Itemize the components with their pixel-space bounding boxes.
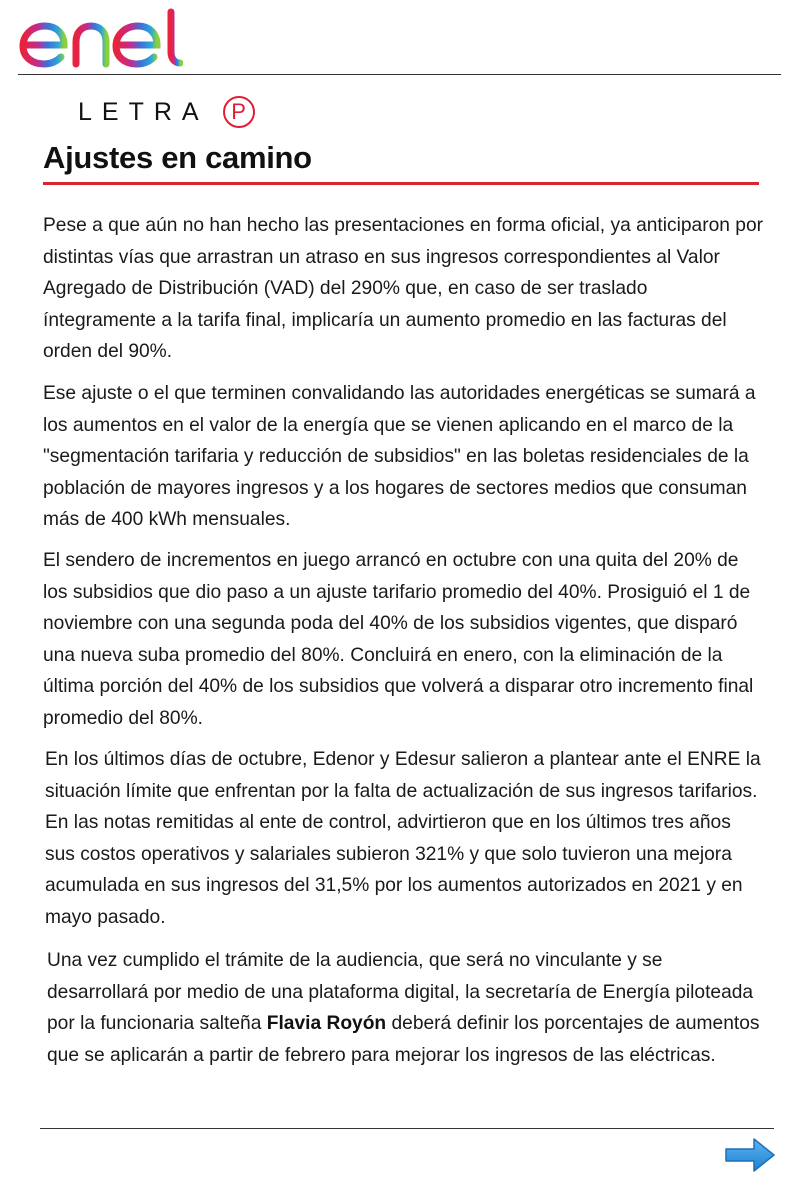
article-paragraph-1: Pese a que aún no han hecho las presentaciones en forma oficial, ya anticiparon por distintas vías que arrastran un atraso en sus ingresos correspondientes al Valor Agregado de Distribución (VAD) del 290% que, en caso de ser traslado íntegramente a la tarifa final, implicaría un aumento promedio en las facturas del orden del 90%. bbox=[43, 215, 763, 362]
paragraph-5-text-before: Una vez cumplido el trámite de la audiencia, que será no vinculante y se desarrollará por medio de una plataforma digital, la secretaría de Energía piloteada por la funcionaria salteña bbox=[47, 950, 754, 1034]
person-name-highlight: Flavia Royón bbox=[266, 1013, 387, 1034]
right-arrow-icon bbox=[724, 1136, 776, 1174]
headline-underline bbox=[43, 182, 759, 185]
article-paragraph-2: Ese ajuste o el que terminen convalidando las autoridades energéticas se sumará a los aumentos en el valor de la energía que se vienen aplicando en el marco de la "segmentación tarifaria y reducción de subsidios" en las boletas residenciales de la población de mayores ingresos y a los hogares de sectores medios que consuman más de 400 kWh mensuales. bbox=[43, 383, 756, 530]
article-paragraph-4: En los últimos días de octubre, Edenor y Edesur salieron a plantear ante el ENRE la situación límite que enfrentan por la falta de actualización de sus ingresos tarifarios. En las notas remitidas al ente de control, advirtieron que en los últimos tres años sus costos operativos y salariales subieron 321% y que solo tuvieron una mejora acumulada en sus ingresos del 31,5% por los aumentos autorizados en 2021 y en mayo pasado. bbox=[45, 749, 761, 928]
enel-logo bbox=[18, 6, 183, 68]
paragraph-5-text-after: deberá definir los porcentajes de aumentos que se aplicarán a partir de febrero para mejorar los ingresos de las eléctricas. bbox=[47, 1013, 760, 1066]
article-headline: Ajustes en camino bbox=[43, 140, 312, 175]
section-label-text: LETRA bbox=[78, 97, 209, 126]
next-page-button[interactable] bbox=[724, 1136, 776, 1174]
enel-logo-mark bbox=[18, 6, 183, 68]
article-paragraph-5 bbox=[47, 945, 767, 1071]
section-badge-icon: P bbox=[223, 96, 255, 128]
section-label bbox=[78, 96, 255, 128]
article-paragraph-3: El sendero de incrementos en juego arrancó en octubre con una quita del 20% de los subsidios que dio paso a un ajuste tarifario promedio del 40%. Prosiguió el 1 de noviembre con una segunda poda del 40% de los subsidios vigentes, que disparó una nueva suba promedio del 80%. Concluirá en enero, con la eliminación de la última porción del 40% de los subsidios que volverá a disparar otro incremento final promedio del 80%. bbox=[43, 550, 754, 729]
footer-divider bbox=[40, 1128, 774, 1129]
header-divider bbox=[18, 74, 781, 75]
